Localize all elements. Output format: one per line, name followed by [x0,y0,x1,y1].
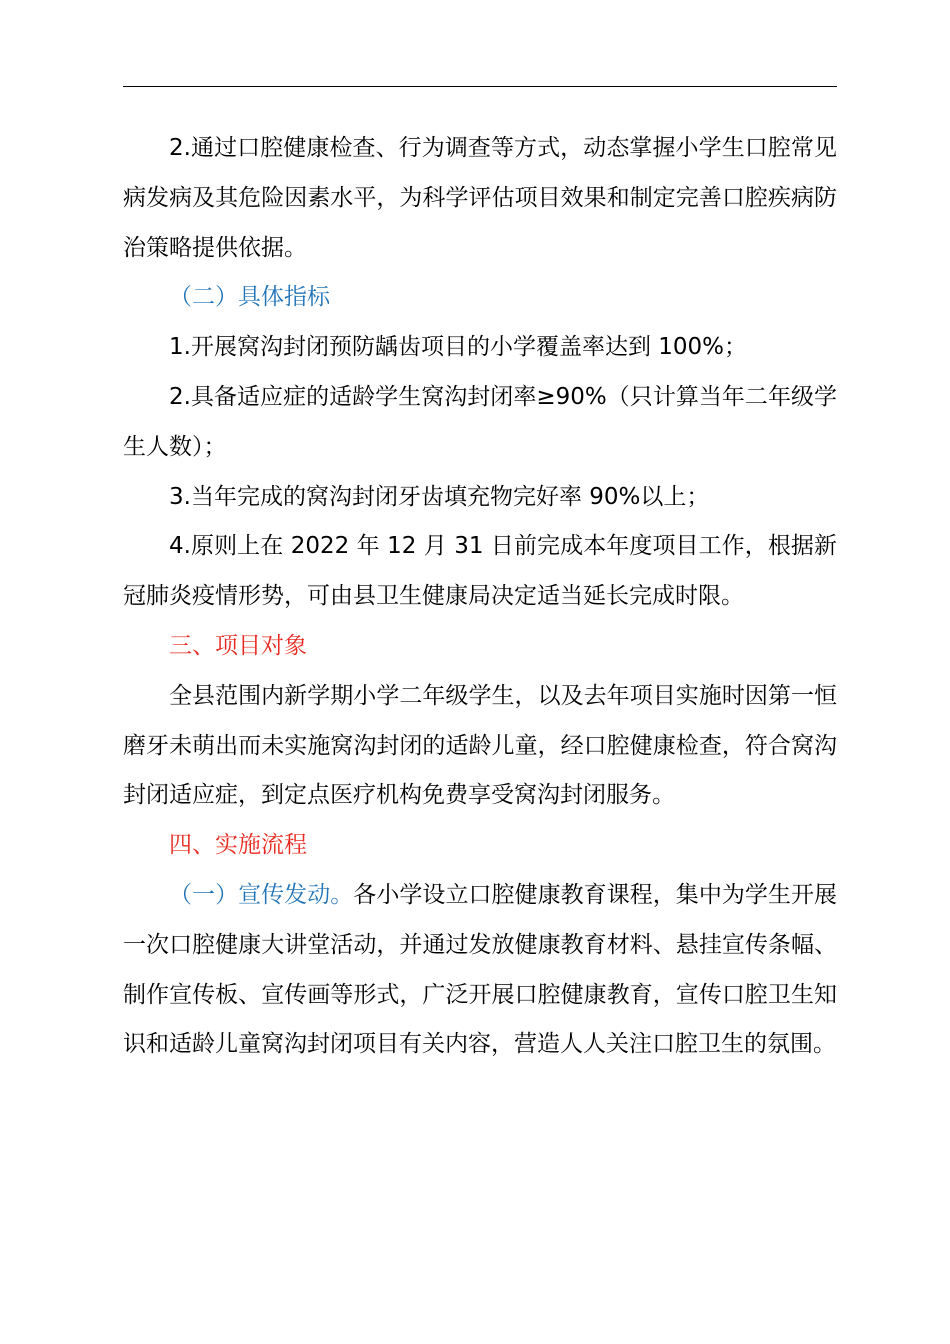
heading-specific-indicators: （二）具体指标 [169,284,330,311]
heading-project-target: 三、项目对象 [169,632,307,659]
heading-implementation-process: 四、实施流程 [169,832,307,859]
subheading-publicity: （一）宣传发动。 [169,881,354,908]
paragraph-publicity [123,871,837,1070]
indicator-sealing-rate: 2.具备适应症的适龄学生窝沟封闭率≥90%（只计算当年二年级学生人数）； [123,383,837,460]
indicator-coverage: 1.开展窝沟封闭预防龋齿项目的小学覆盖率达到 100%； [169,334,748,361]
publicity-body: 各小学设立口腔健康教育课程，集中为学生开展一次口腔健康大讲堂活动，并通过发放健康教育材料、悬挂宣传条幅、制作宣传板、宣传画等形式，广泛开展口腔健康教育，宣传口腔卫生知识和适龄儿童窝沟封闭项目有关内容，营造人人关注口腔卫生的氛围。 [123,881,838,1058]
header-rule [123,86,837,87]
paragraph-project-target: 全县范围内新学期小学二年级学生，以及去年项目实施时因第一恒磨牙未萌出而未实施窝沟封闭的适龄儿童，经口腔健康检查，符合窝沟封闭适应症，到定点医疗机构免费享受窝沟封闭服务。 [123,682,837,809]
paragraph-dynamic-monitoring: 2.通过口腔健康检查、行为调查等方式，动态掌握小学生口腔常见病发病及其危险因素水平，为科学评估项目效果和制定完善口腔疾病防治策略提供依据。 [123,135,837,261]
indicator-deadline: 4.原则上在 2022 年 12 月 31 日前完成本年度项目工作，根据新冠肺炎疫情形势，可由县卫生健康局决定适当延长完成时限。 [123,533,837,610]
document-body [123,124,837,1070]
indicator-retention-rate: 3.当年完成的窝沟封闭牙齿填充物完好率 90%以上； [169,483,710,510]
